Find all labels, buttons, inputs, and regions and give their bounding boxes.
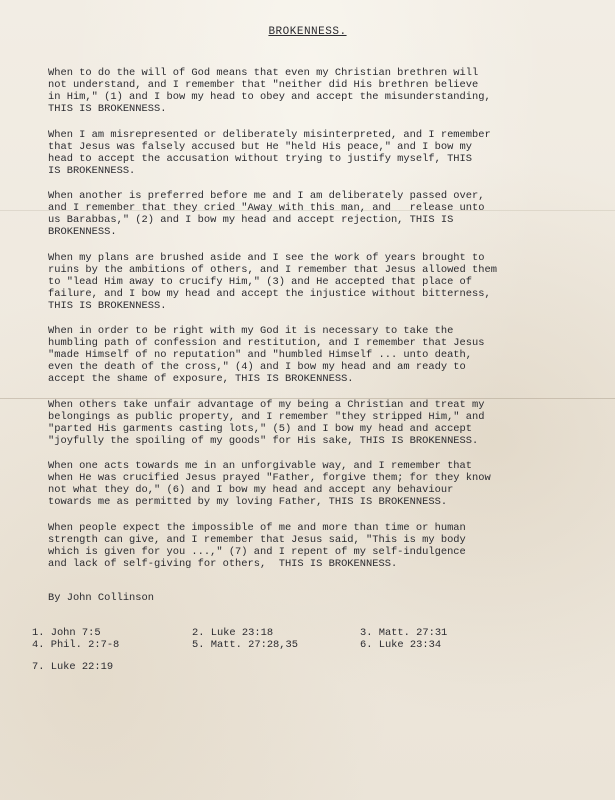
- paragraph-2: When I am misrepresented or deliberately misinterpreted, and I remember that Jesus was falsely accused but He "held His peace," and I bow my head to accept the accusation without trying to justify myself, THIS IS BROKENNESS.: [48, 128, 491, 177]
- paragraph-4: When my plans are brushed aside and I see the work of years brought to ruins by the ambitions of others, and I remember that Jesus allowed them to "lead Him away to crucify Him," (3) and He accepted that place of failure, and I bow my head and accept the injustice without bitterness, THIS IS BROKENNESS.: [48, 251, 497, 312]
- paragraph-6: When others take unfair advantage of my being a Christian and treat my belongings as public property, and I remember "they stripped Him," and "parted His garments casting lots," (5) and I bow my head and accept "joyfully the spoiling of my goods" for His sake, THIS IS BROKENNESS.: [48, 398, 485, 447]
- reference-item: 7. Luke 22:19: [32, 661, 114, 673]
- paragraph-8: When people expect the impossible of me and more than time or human strength can give, and I remember that Jesus said, "This is my body which is given for you ...," (7) and I repent of my self-indulgence and lack of self-giving for others, THIS IS BROKENNESS.: [48, 521, 466, 570]
- document-body: [48, 67, 600, 583]
- paragraph-1: When to do the will of God means that even my Christian brethren will not understand, and I remember that "neither did His brethren believe in Him," (1) and I bow my head to obey and accept the misunderstanding, THIS IS BROKENNESS.: [48, 67, 491, 115]
- document-title: BROKENNESS.: [268, 26, 347, 38]
- paragraph-5: When in order to be right with my God it is necessary to take the humbling path of confession and restitution, and I remember that Jesus "made Himself of no reputation" and "humbled Himself ... unto death, even the death of the cross," (4) and I bow my head and am ready to accept the shame of exposure, THIS IS BROKENNESS.: [48, 325, 485, 385]
- reference-item: 5. Matt. 27:28,35: [192, 639, 299, 651]
- paragraph-7: When one acts towards me in an unforgivable way, and I remember that when He was crucified Jesus prayed "Father, forgive them; for they know not what they do," (6) and I bow my head and accept any behaviour towards me as permitted by my loving Father, THIS IS BROKENNESS.: [48, 460, 491, 508]
- author-line: By John Collinson: [48, 592, 155, 604]
- paragraph-3: When another is preferred before me and I am deliberately passed over, and I remember that they cried "Away with this man, and release unto us Barabbas," (2) and I bow my head and accept rejection, THIS IS BROKENNESS.: [48, 190, 485, 238]
- reference-item: 1. John 7:5: [32, 627, 101, 639]
- reference-item: 3. Matt. 27:31: [360, 627, 448, 639]
- reference-item: 6. Luke 23:34: [360, 639, 442, 651]
- reference-item: 2. Luke 23:18: [192, 627, 274, 639]
- reference-item: 4. Phil. 2:7-8: [32, 639, 120, 651]
